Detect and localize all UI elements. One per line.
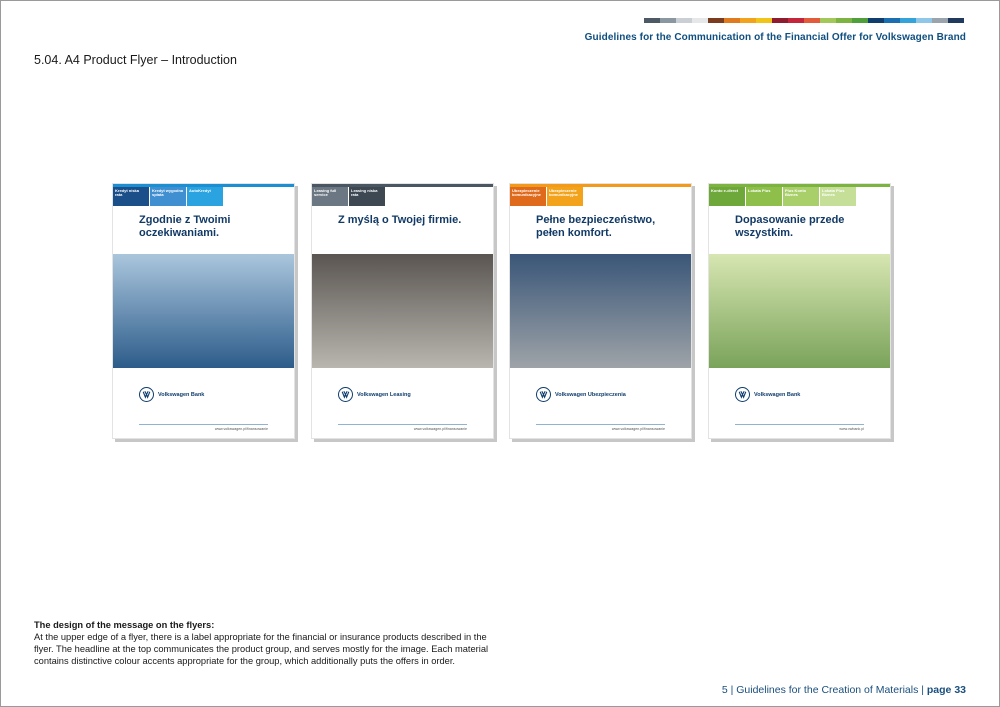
color-swatch xyxy=(932,18,948,23)
flyer-url: www.vwbank.pl xyxy=(839,427,864,431)
product-flyer xyxy=(708,183,891,439)
product-flyer xyxy=(509,183,692,439)
color-swatch xyxy=(884,18,900,23)
color-swatch xyxy=(676,18,692,23)
color-swatch xyxy=(836,18,852,23)
color-swatch xyxy=(900,18,916,23)
color-swatch xyxy=(660,18,676,23)
product-label: Plus Konto Biznes xyxy=(783,187,819,206)
color-swatch xyxy=(692,18,708,23)
product-label: Lokata Plus xyxy=(746,187,782,206)
flyer-rule xyxy=(338,424,467,425)
product-label: Kredyt niska rata xyxy=(113,187,149,206)
flyer-photo xyxy=(312,254,493,368)
color-swatch xyxy=(852,18,868,23)
flyer-url: www.volkswagen.pl/finansowanie xyxy=(214,427,268,431)
flyer-headline: Pełne bezpieczeństwo, pełen komfort. xyxy=(536,214,656,239)
description-block xyxy=(34,620,494,668)
flyer-product-labels xyxy=(113,187,223,206)
product-flyer xyxy=(112,183,295,439)
flyer-brand-name: Volkswagen Bank xyxy=(158,391,205,398)
product-flyer xyxy=(311,183,494,439)
product-label: Leasing full service xyxy=(312,187,348,206)
flyer-headline: Dopasowanie przede wszystkim. xyxy=(735,214,845,239)
section-title: 5.04. A4 Product Flyer – Introduction xyxy=(34,53,237,67)
flyer-brand-name: Volkswagen Bank xyxy=(754,391,801,398)
description-body: At the upper edge of a flyer, there is a label appropriate for the financial or insurance products described in the flyer. The headline at the top communicates the product group, and serves mostly for the image. Each material contains distinctive colour accents appropriate for the group, which additionally puts the offers in order. xyxy=(34,631,489,666)
product-label: Konto e-direct xyxy=(709,187,745,206)
flyer-rule xyxy=(536,424,665,425)
page-footer xyxy=(722,684,966,696)
guideline-header: Guidelines for the Communication of the Financial Offer for Volkswagen Brand xyxy=(584,32,966,43)
product-label: Ubezpieczenie komunikacyjne xyxy=(547,187,583,206)
color-swatch xyxy=(788,18,804,23)
flyer-product-labels xyxy=(709,187,856,206)
vw-logo-icon xyxy=(338,387,353,402)
flyer-brand-name: Volkswagen Leasing xyxy=(357,391,411,398)
color-swatch xyxy=(756,18,772,23)
vw-logo-icon xyxy=(735,387,750,402)
flyer-url: www.volkswagen.pl/finansowanie xyxy=(611,427,665,431)
brand-color-strip xyxy=(644,18,964,23)
flyer-photo xyxy=(113,254,294,368)
flyer-logo-row xyxy=(735,387,800,402)
flyer-url: www.volkswagen.pl/finansowanie xyxy=(413,427,467,431)
flyer-brand-name: Volkswagen Ubezpieczenia xyxy=(555,391,626,398)
flyer-product-labels xyxy=(312,187,385,206)
flyer-logo-row xyxy=(536,387,626,402)
color-swatch xyxy=(868,18,884,23)
flyer-photo xyxy=(709,254,890,368)
footer-chapter: 5 | Guidelines for the Creation of Materials | xyxy=(721,684,927,696)
flyer-rule xyxy=(735,424,864,425)
color-swatch xyxy=(820,18,836,23)
flyer-headline: Zgodnie z Twoimi oczekiwaniami. xyxy=(139,214,231,239)
flyer-logo-row xyxy=(139,387,204,402)
vw-logo-icon xyxy=(536,387,551,402)
color-swatch xyxy=(916,18,932,23)
product-label: Kredyt wygodna spłata xyxy=(150,187,186,206)
color-swatch xyxy=(772,18,788,23)
flyer-gallery xyxy=(112,183,897,445)
product-label: Leasing niska rata xyxy=(349,187,385,206)
flyer-rule xyxy=(139,424,268,425)
color-swatch xyxy=(740,18,756,23)
description-title: The design of the message on the flyers: xyxy=(34,620,215,630)
color-swatch xyxy=(948,18,964,23)
color-swatch xyxy=(724,18,740,23)
color-swatch xyxy=(644,18,660,23)
page-number: page 33 xyxy=(926,684,966,696)
flyer-product-labels xyxy=(510,187,583,206)
flyer-logo-row xyxy=(338,387,411,402)
flyer-photo xyxy=(510,254,691,368)
product-label: Ubezpieczenie komunikacyjne xyxy=(510,187,546,206)
color-swatch xyxy=(708,18,724,23)
product-label: Lokata Plus Biznes xyxy=(820,187,856,206)
color-swatch xyxy=(804,18,820,23)
product-label: AutoKredyt xyxy=(187,187,223,206)
flyer-headline: Z myślą o Twojej firmie. xyxy=(338,214,462,226)
vw-logo-icon xyxy=(139,387,154,402)
